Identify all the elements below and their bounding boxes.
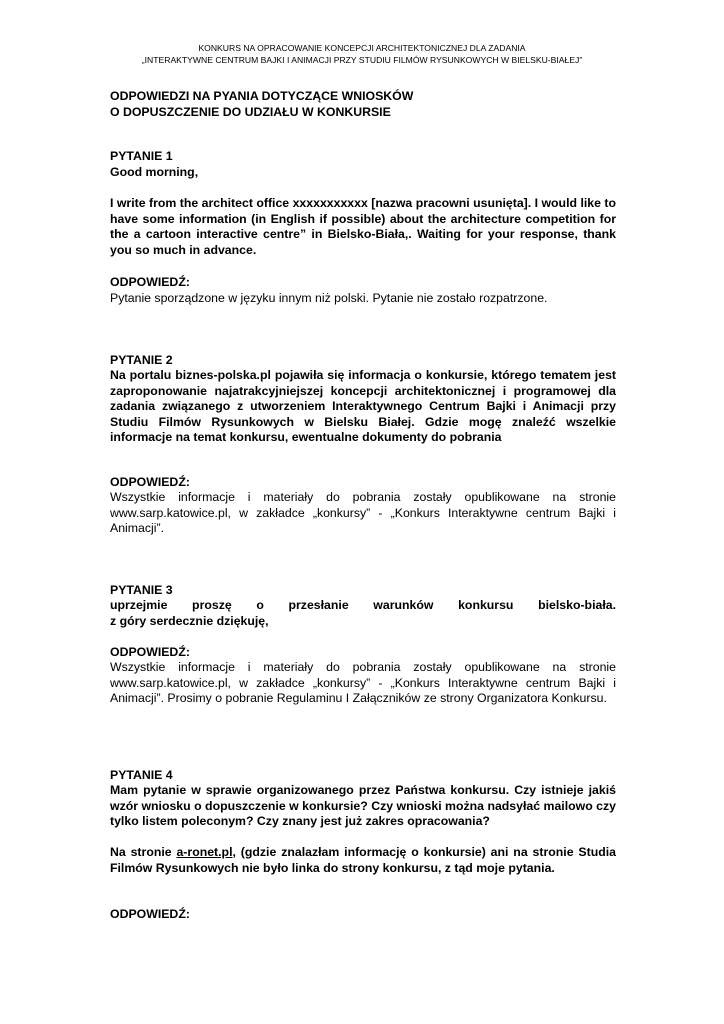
question-4-body-2: Na stronie a-ronet.pl, (gdzie znalazłam informację o konkursie) ani na stronie Studia Filmów Rysunkowych nie było linka do strony konkursu, z tąd moje pytania. <box>110 845 616 875</box>
question-2-body: Na portalu biznes-polska.pl pojawiła się informacja o konkursie, którego tematem jest zaproponowanie najatrakcyjniejszej koncepcji architektonicznej i programowej dla zadania związanego z utworzeniem Interaktywnego Centrum Bajki i Animacji przy Studiu Filmów Rysunkowych w Bielsku Białej. Gdzie mogę znaleźć wszelkie informacje na temat konkursu, ewentualne dokumenty do pobrania <box>110 368 616 444</box>
question-3-body-line-1: uprzejmie proszę o przesłanie warunków konkursu bielsko-biała. <box>110 598 616 612</box>
answer-1-label: ODPOWIEDŹ: <box>110 275 190 289</box>
title-line-1: ODPOWIEDZI NA PYANIA DOTYCZĄCE WNIOSKÓW <box>110 89 414 103</box>
page-title <box>110 89 615 120</box>
document-header <box>0 42 724 66</box>
question-4-heading: PYTANIE 4 <box>110 768 173 782</box>
answer-2-text: Wszystkie informacje i materiały do pobrania zostały opublikowane na stronie www.sarp.katowice.pl, w zakładce „konkursy” - „Konkurs Interaktywne centrum Bajki i Animacji”. <box>110 490 616 535</box>
question-4-body: Mam pytanie w sprawie organizowanego przez Państwa konkursu. Czy istnieje jakiś wzór wniosku o dopuszczenie w konkursie? Czy wnioski można nadsyłać mailowo czy tylko listem poleconym? Czy znany jest już zakres opracowania? <box>110 783 616 828</box>
answer-3-text: Wszystkie informacje i materiały do pobrania zostały opublikowane na stronie www.sarp.katowice.pl, w zakładce „konkursy” - „Konkurs Interaktywne centrum Bajki i Animacji”. Prosimy o pobranie Regulaminu I Załączników ze strony Organizatora Konkursu. <box>110 660 616 705</box>
question-3-heading: PYTANIE 3 <box>110 583 173 597</box>
header-line-1: KONKURS NA OPRACOWANIE KONCEPCJI ARCHITEKTONICZNEJ DLA ZADANIA <box>198 43 526 53</box>
question-1-heading: PYTANIE 1 Good morning, <box>110 149 616 180</box>
a-ronet-link[interactable]: a-ronet.pl <box>176 845 233 859</box>
answer-1-text: Pytanie sporządzone w języku innym niż polski. Pytanie nie zostało rozpatrzone. <box>110 291 548 305</box>
question-1-greeting: Good morning, <box>110 164 199 179</box>
question-3-body-line-2: z góry serdecznie dziękuję, <box>110 614 269 628</box>
title-line-2: O DOPUSZCZENIE DO UDZIAŁU W KONKURSIE <box>110 104 391 119</box>
answer-4-label: ODPOWIEDŹ: <box>110 907 190 921</box>
answer-2-label: ODPOWIEDŹ: <box>110 475 190 489</box>
answer-3-label: ODPOWIEDŹ: <box>110 645 190 659</box>
question-2-heading: PYTANIE 2 <box>110 353 173 367</box>
header-line-2: „INTERAKTYWNE CENTRUM BAJKI I ANIMACJI PRZY STUDIU FILMÓW RYSUNKOWYCH W BIELSKU-BIAŁEJ” <box>141 55 583 65</box>
question-1-body: I write from the architect office xxxxxxxxxxx [nazwa pracowni usunięta]. I would like to have some information (in English if possible) about the architecture competition for the a cartoon interactive centre” in Bielsko-Biała,. Waiting for your response, thank you so much in advance. <box>110 196 616 257</box>
